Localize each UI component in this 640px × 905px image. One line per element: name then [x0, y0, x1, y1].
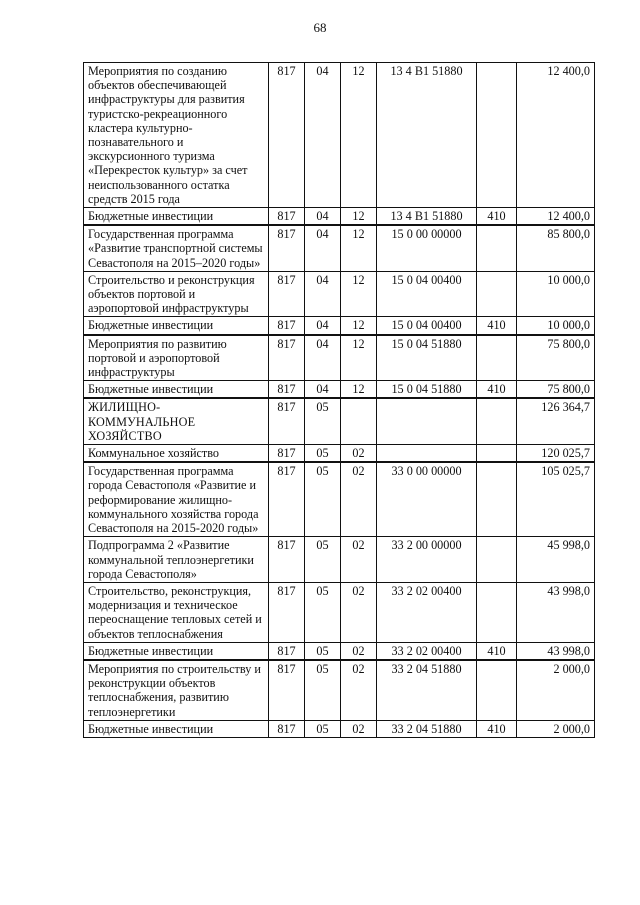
row-cs: 15 0 04 00400	[377, 271, 477, 317]
table-row	[84, 582, 595, 642]
row-gr: 817	[269, 63, 305, 208]
row-sum: 105 025,7	[517, 462, 595, 537]
row-rz: 05	[305, 398, 341, 444]
row-gr: 817	[269, 582, 305, 642]
table-row	[84, 225, 595, 271]
row-pr: 12	[341, 63, 377, 208]
budget-table	[83, 62, 595, 738]
row-name: Государственная программа «Развитие транспортной системы Севастополя на 2015–2020 годы»	[84, 225, 269, 271]
row-rz: 04	[305, 335, 341, 381]
row-rz: 04	[305, 381, 341, 399]
row-name: Бюджетные инвестиции	[84, 720, 269, 737]
row-cs: 15 0 04 00400	[377, 317, 477, 335]
table-row	[84, 271, 595, 317]
row-gr: 817	[269, 720, 305, 737]
table-row	[84, 317, 595, 335]
row-vr	[477, 225, 517, 271]
row-sum: 75 800,0	[517, 335, 595, 381]
row-name: Мероприятия по развитию портовой и аэропортовой инфраструктуры	[84, 335, 269, 381]
row-rz: 05	[305, 720, 341, 737]
row-rz: 05	[305, 537, 341, 583]
row-vr	[477, 271, 517, 317]
row-vr: 410	[477, 208, 517, 226]
row-cs: 15 0 04 51880	[377, 335, 477, 381]
row-cs	[377, 445, 477, 463]
table-row	[84, 462, 595, 537]
row-pr: 12	[341, 381, 377, 399]
row-vr	[477, 398, 517, 444]
table-row	[84, 660, 595, 720]
row-gr: 817	[269, 335, 305, 381]
row-sum: 43 998,0	[517, 582, 595, 642]
row-pr: 12	[341, 225, 377, 271]
row-pr: 02	[341, 462, 377, 537]
row-pr: 02	[341, 660, 377, 720]
row-sum: 43 998,0	[517, 642, 595, 660]
row-gr: 817	[269, 317, 305, 335]
row-sum: 75 800,0	[517, 381, 595, 399]
row-cs: 33 2 04 51880	[377, 720, 477, 737]
row-gr: 817	[269, 225, 305, 271]
row-vr: 410	[477, 720, 517, 737]
row-vr	[477, 462, 517, 537]
row-sum: 126 364,7	[517, 398, 595, 444]
row-name: Государственная программа города Севастополя «Развитие и реформирование жилищно-коммунального хозяйства города Севастополя на 2015-2020 годы»	[84, 462, 269, 537]
row-pr: 02	[341, 642, 377, 660]
row-rz: 05	[305, 445, 341, 463]
row-cs: 33 2 00 00000	[377, 537, 477, 583]
table-row	[84, 381, 595, 399]
row-vr	[477, 582, 517, 642]
row-pr: 12	[341, 335, 377, 381]
row-gr: 817	[269, 381, 305, 399]
row-name: Бюджетные инвестиции	[84, 208, 269, 226]
row-pr: 12	[341, 271, 377, 317]
table-row	[84, 63, 595, 208]
row-pr: 02	[341, 582, 377, 642]
row-vr: 410	[477, 642, 517, 660]
row-vr	[477, 537, 517, 583]
table-row	[84, 335, 595, 381]
row-cs: 13 4 В1 51880	[377, 208, 477, 226]
row-name: Бюджетные инвестиции	[84, 317, 269, 335]
row-sum: 10 000,0	[517, 317, 595, 335]
row-rz: 04	[305, 225, 341, 271]
row-gr: 817	[269, 537, 305, 583]
budget-table-body	[84, 63, 595, 738]
row-rz: 05	[305, 582, 341, 642]
row-cs: 33 0 00 00000	[377, 462, 477, 537]
row-name: Подпрограмма 2 «Развитие коммунальной теплоэнергетики города Севастополя»	[84, 537, 269, 583]
row-pr	[341, 398, 377, 444]
table-row	[84, 642, 595, 660]
row-vr	[477, 660, 517, 720]
row-sum: 120 025,7	[517, 445, 595, 463]
row-name: Коммунальное хозяйство	[84, 445, 269, 463]
row-rz: 04	[305, 317, 341, 335]
row-pr: 12	[341, 317, 377, 335]
row-name: Бюджетные инвестиции	[84, 642, 269, 660]
page-number: 68	[313, 20, 327, 35]
row-gr: 817	[269, 208, 305, 226]
row-rz: 04	[305, 208, 341, 226]
row-sum: 12 400,0	[517, 208, 595, 226]
row-name: ЖИЛИЩНО-КОММУНАЛЬНОЕ ХОЗЯЙСТВО	[84, 398, 269, 444]
row-pr: 02	[341, 720, 377, 737]
row-sum: 2 000,0	[517, 660, 595, 720]
row-sum: 2 000,0	[517, 720, 595, 737]
row-gr: 817	[269, 660, 305, 720]
row-vr	[477, 63, 517, 208]
row-vr	[477, 445, 517, 463]
row-cs: 33 2 04 51880	[377, 660, 477, 720]
row-pr: 12	[341, 208, 377, 226]
row-cs: 33 2 02 00400	[377, 582, 477, 642]
row-rz: 05	[305, 642, 341, 660]
row-vr	[477, 335, 517, 381]
table-row	[84, 398, 595, 444]
row-rz: 04	[305, 63, 341, 208]
row-name: Строительство и реконструкция объектов портовой и аэропортовой инфраструктуры	[84, 271, 269, 317]
row-cs: 33 2 02 00400	[377, 642, 477, 660]
row-gr: 817	[269, 462, 305, 537]
table-row	[84, 537, 595, 583]
row-cs: 13 4 В1 51880	[377, 63, 477, 208]
row-pr: 02	[341, 445, 377, 463]
row-pr: 02	[341, 537, 377, 583]
row-cs: 15 0 00 00000	[377, 225, 477, 271]
row-sum: 12 400,0	[517, 63, 595, 208]
row-name: Мероприятия по созданию объектов обеспечивающей инфраструктуры для развития туристско-рекреационного кластера культурно-познавательного и экскурсионного туризма «Перекресток культур» за счет неиспользованного остатка средств 2015 года	[84, 63, 269, 208]
row-vr: 410	[477, 317, 517, 335]
row-rz: 05	[305, 660, 341, 720]
row-sum: 45 998,0	[517, 537, 595, 583]
row-sum: 85 800,0	[517, 225, 595, 271]
row-gr: 817	[269, 398, 305, 444]
row-cs	[377, 398, 477, 444]
row-vr: 410	[477, 381, 517, 399]
row-name: Строительство, реконструкция, модернизация и техническое переоснащение тепловых сетей и объектов теплоснабжения	[84, 582, 269, 642]
row-rz: 05	[305, 462, 341, 537]
row-name: Бюджетные инвестиции	[84, 381, 269, 399]
row-gr: 817	[269, 271, 305, 317]
row-sum: 10 000,0	[517, 271, 595, 317]
table-row	[84, 720, 595, 737]
table-row	[84, 445, 595, 463]
row-name: Мероприятия по строительству и реконструкции объектов теплоснабжения, развитию теплоэнергетики	[84, 660, 269, 720]
row-cs: 15 0 04 51880	[377, 381, 477, 399]
row-gr: 817	[269, 642, 305, 660]
row-rz: 04	[305, 271, 341, 317]
table-row	[84, 208, 595, 226]
row-gr: 817	[269, 445, 305, 463]
